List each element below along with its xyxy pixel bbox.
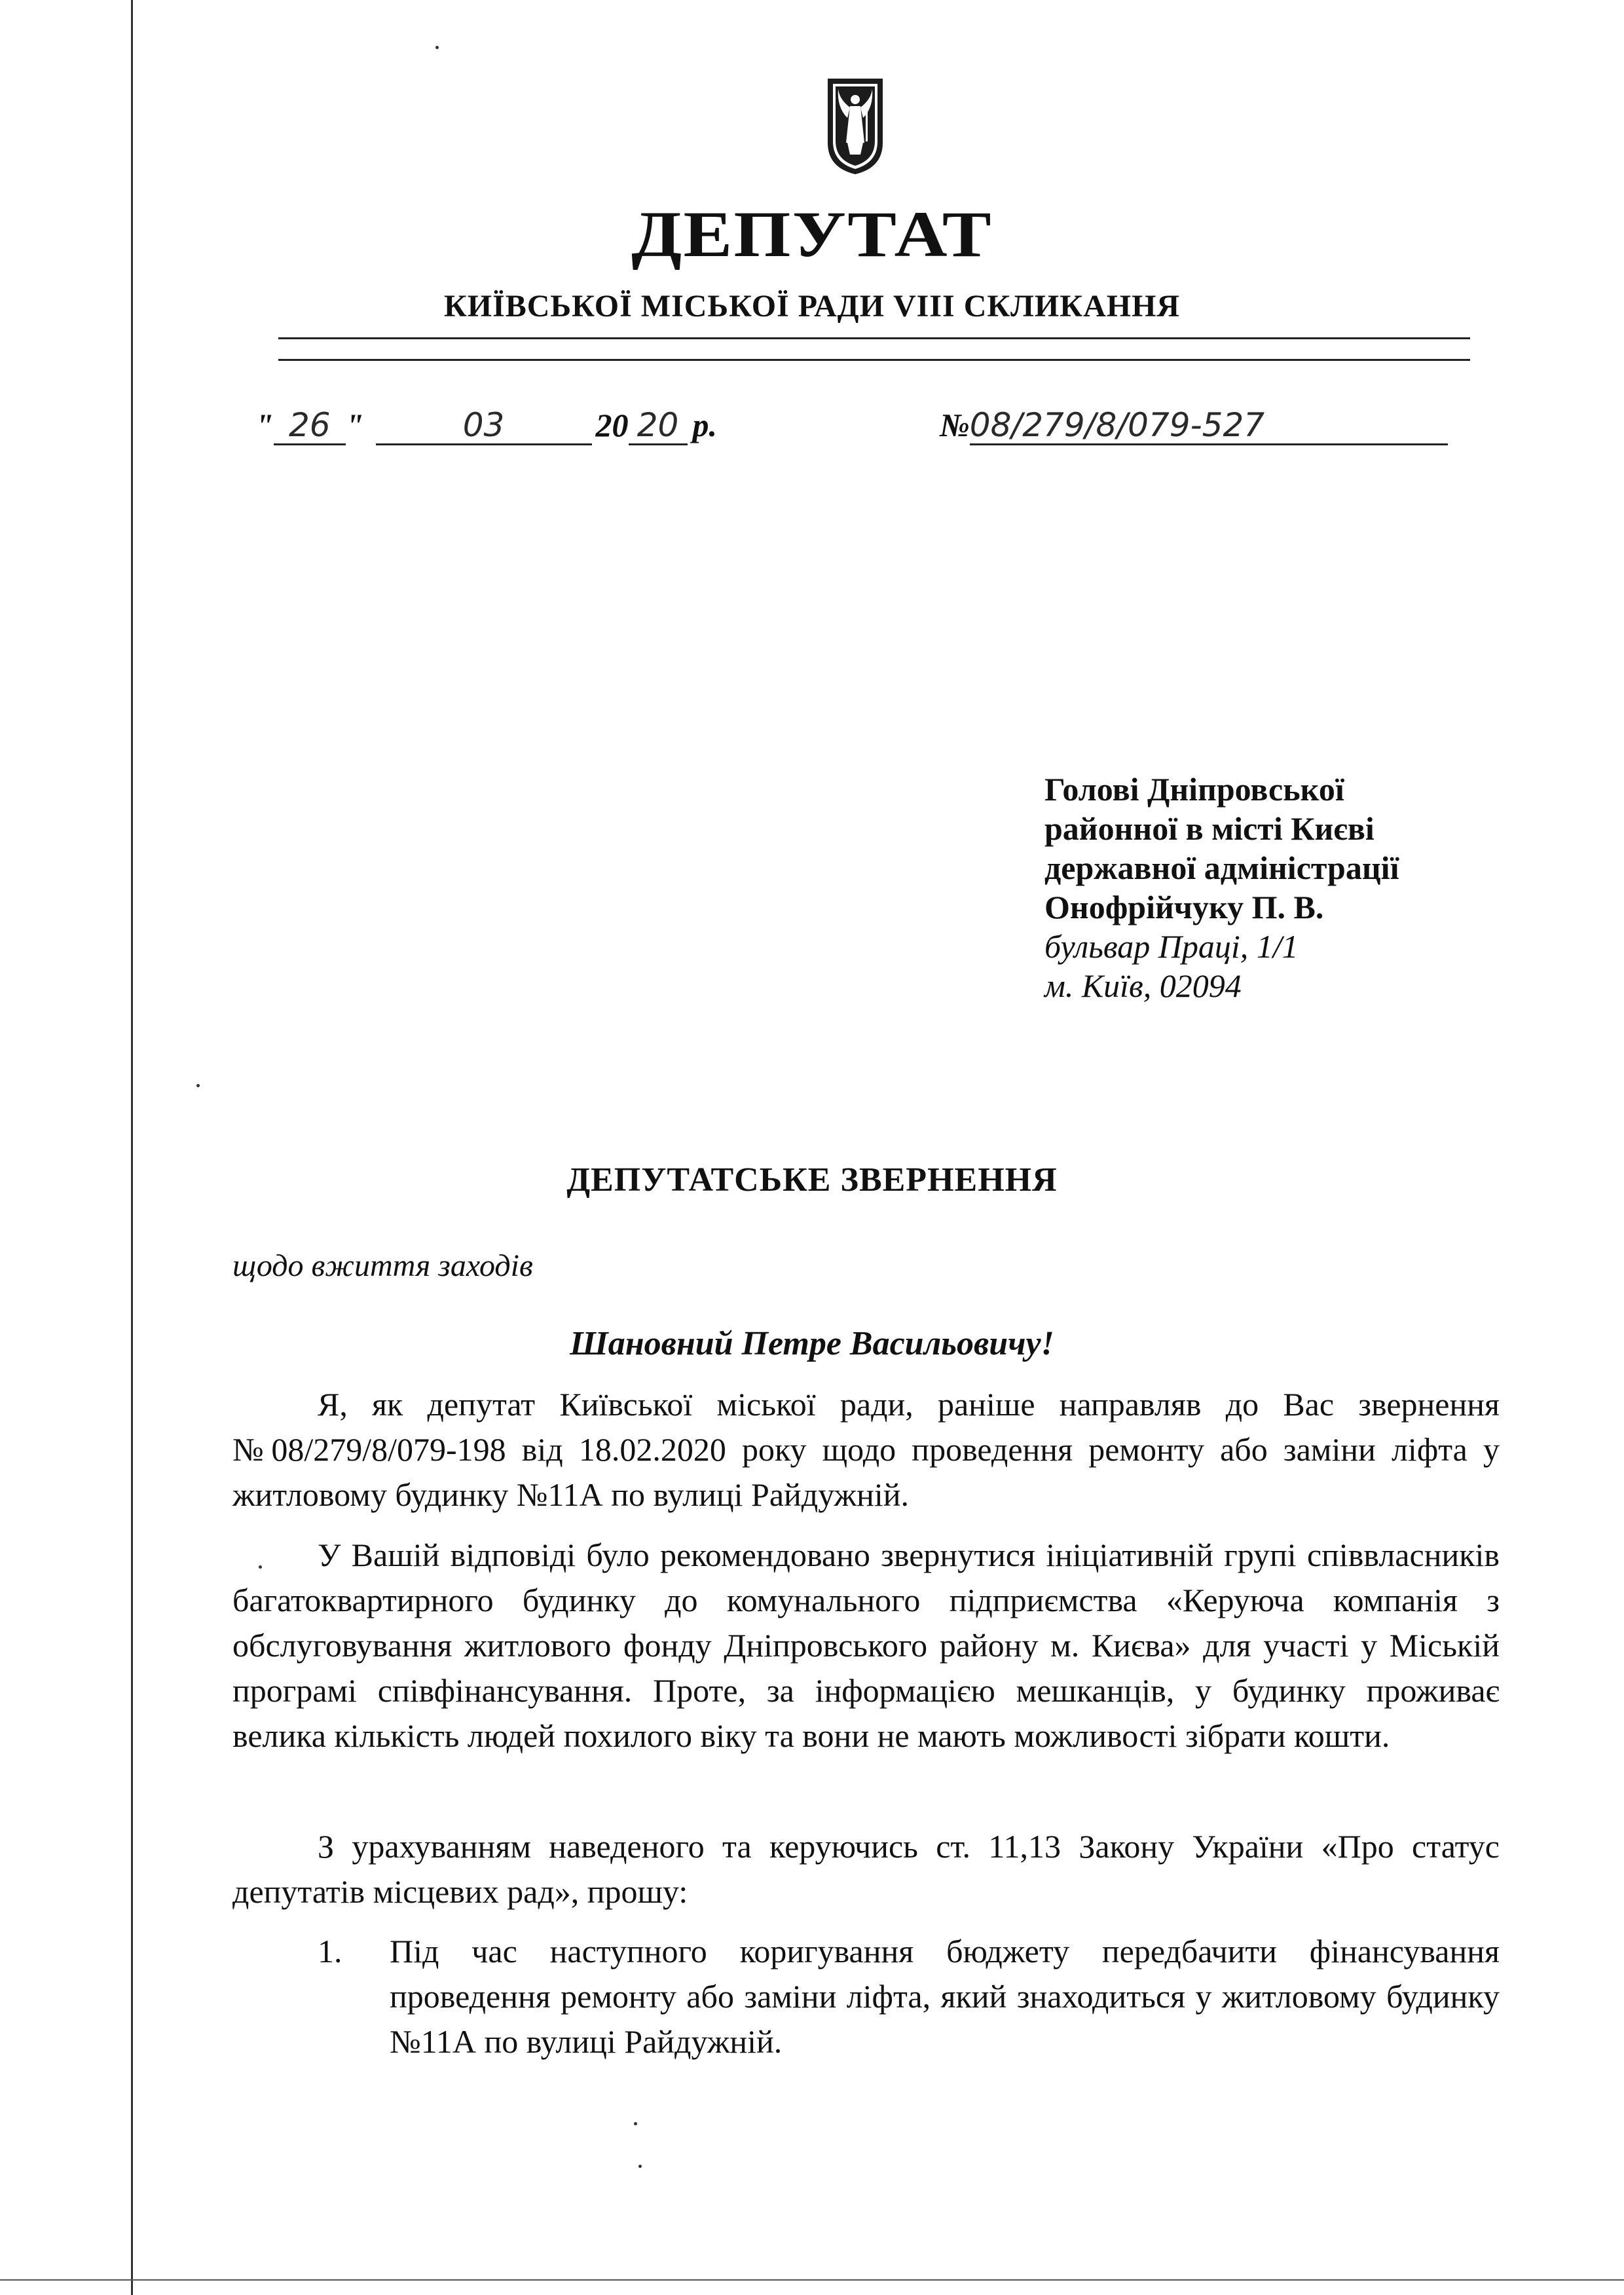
date-year-suffix: 20 bbox=[629, 407, 688, 445]
scan-bottom-border bbox=[0, 2279, 1624, 2281]
addressee-line3: державної адміністрації bbox=[1044, 849, 1399, 886]
header-subtitle: КИЇВСЬКОЇ МІСЬКОЇ РАДИ VIII СКЛИКАННЯ bbox=[443, 289, 1181, 324]
addressee-line1: Голові Дніпровської bbox=[1044, 771, 1344, 808]
number-value: 08/279/8/079-527 bbox=[970, 407, 1448, 445]
date-quote-open: " bbox=[255, 407, 274, 443]
addressee-block bbox=[1044, 770, 1399, 1005]
date-day: 26 bbox=[274, 407, 346, 445]
header-divider-top bbox=[278, 337, 1470, 339]
request-list bbox=[308, 1929, 1500, 2064]
header-title: ДЕПУТАТ bbox=[631, 198, 993, 271]
scan-speck bbox=[196, 1084, 200, 1087]
body-paragraph: У Вашій відповіді було рекомендовано звернутися ініціативній групі співвласників багатоквартирного будинку до комунального підприємства «Керуюча компанія з обслуговування житлового фонду Дніпровського району м. Києва» для участі у Міській програмі співфінансування. Проте, за інформацією мешканців, у будинку проживає велика кількість людей похилого віку та вони не мають можливості зібрати кошти. bbox=[232, 1537, 1500, 1754]
body-paragraph: З урахуванням наведеного та керуючись ст. 11,13 Закону України «Про статус депутатів місцевих рад», прошу: bbox=[232, 1828, 1500, 1910]
scan-speck bbox=[638, 2165, 642, 2168]
kyiv-archangel-coat-of-arms-icon bbox=[826, 77, 884, 176]
date-year-end: р. bbox=[692, 407, 718, 443]
registration-date bbox=[255, 406, 717, 445]
number-prefix: № bbox=[940, 407, 970, 443]
scan-speck bbox=[634, 2122, 637, 2125]
request-number: 1. bbox=[318, 1933, 342, 1969]
registration-number bbox=[940, 406, 1448, 445]
body-paragraph-1-block bbox=[232, 1382, 1500, 1532]
scan-speck bbox=[259, 1565, 262, 1569]
salutation: Шановний Петре Васильовичу! bbox=[570, 1325, 1054, 1362]
addressee-city: м. Київ, 02094 bbox=[1044, 967, 1242, 1004]
addressee-line2: районної в місті Києві bbox=[1044, 810, 1375, 847]
request-item bbox=[308, 1929, 1500, 2064]
body-paragraph-3-block bbox=[232, 1824, 1500, 1929]
document-title: ДЕПУТАТСЬКЕ ЗВЕРНЕННЯ bbox=[566, 1161, 1058, 1199]
scan-speck bbox=[435, 46, 439, 49]
addressee-street: бульвар Праці, 1/1 bbox=[1044, 928, 1299, 965]
body-paragraph: Я, як депутат Київської міської ради, раніше направляв до Вас звернення №08/279/8/079-198 від 18.02.2020 року щодо проведення ремонту або заміни ліфта у житловому будинку №11А по вулиці Райдужній. bbox=[232, 1386, 1500, 1513]
header-divider-bottom bbox=[278, 359, 1470, 361]
addressee-name: Онофрійчуку П. В. bbox=[1044, 889, 1324, 925]
date-quote-close: " bbox=[345, 407, 364, 443]
body-paragraph-2-block bbox=[232, 1533, 1500, 1773]
document-subject: щодо вжиття заходів bbox=[232, 1248, 533, 1283]
request-text: Під час наступного коригування бюджету передбачити фінансування проведення ремонту або заміни ліфта, який знаходиться у житловому будинку №11А по вулиці Райдужній. bbox=[390, 1933, 1500, 2060]
date-year-prefix: 20 bbox=[595, 407, 629, 443]
date-month: 03 bbox=[376, 407, 592, 445]
scan-left-border bbox=[131, 0, 133, 2295]
